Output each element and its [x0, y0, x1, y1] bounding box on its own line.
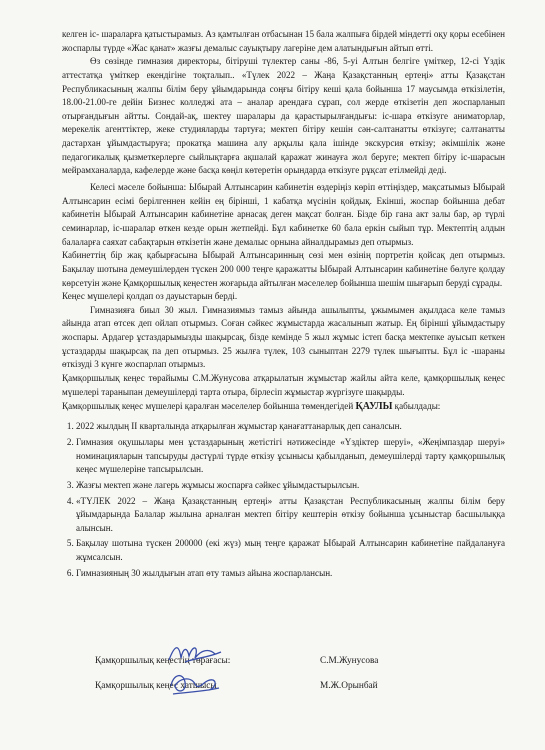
chair-role: Қамқоршылық кеңестің төрағасы:	[95, 656, 231, 666]
decision-item: 2. Гимназия оқушылары мен ұстаздарының жетістігі нәтижесінде «Үздіктер шеруі», «Жеңімпаздар шеруі» номинацияларын тапсыруды дәстүрлі түрде өткізу ұсынысы қабылданып, демеушілерді тарту қамқоршылық кеңес мүшелеріне тапсырылсын.	[76, 436, 505, 477]
paragraph-2: Өз сөзінде гимназия директоры, бітіруші түлектер саны -86, 5-уі Алтын белгіге үміткер, 12-сі Үздік аттестатқа үміткер екендігіне тоқталып.. «Түлек 2022 – Жаңа Қазақстанның ертеңі» атты Қазақстан Республикасының жалпы білім беру ұйымдарында соңғы бітіру кеші қала бойынша 17 маусымда өткізілетін, 18.00-21.00-ге дейін Бизнес колледжі ата – аналар арендаға сұрап, сол жерде өткізетін деп жоспарланып отырғандығын айтты. Сондай-ақ, шектеу шаралары да қарастырылғандығы: іс-шара өткізуге аниматорлар, мерекелік агенттіктер, жеке студияларды тартуға; мектеп бітіру кешін сән-салтанатты өткізуге; салтанатты дастархан ұйымдастыруға; прокатқа машина алу арқылы қала ішінде экскурсия өткізу; әкімшілік және педагогикалық қызметкерлерге сыйлықтарға ақшалай қаражат жинауға жол беруге; мектеп бітіру іс-шарасын мейрамханаларда, кафелерде және басқа көңіл көтеретін орындарда өткізуге рұқсат етілмейді деді.	[62, 56, 505, 176]
resolution-intro-tail: қабылдады:	[394, 401, 441, 412]
paragraph-1: келген іс- шараларға қатыстырамыз. Аз қамтылған отбасынан 15 бала жалпыға бірдей міндетті оқу қоры есебінен жоспарлы түрде «Жас қанат» жазғы демалыс сауықтыру лагеріне дем алатындығын айтып өтті.	[62, 29, 505, 53]
decision-item: 5. Бақылау шотына түскен 200000 (екі жүз) мың теңге қаражат Ыбырай Алтынсарин кабинетіне пайдалануға жұмсалсын.	[76, 537, 505, 564]
decisions-list	[62, 420, 505, 580]
chair-signature	[165, 640, 225, 668]
paragraph-6: Гимназияға биыл 30 жыл. Гимназиямыз тамыз айында ашылыпты, ұжымымен ақылдаса келе тамыз айында атап өтсек деп ойлап отырмыз. Соған сәйкес жұмыстарда жасалынып жатыр. Ең бірінші ұйымдастыру жоспары. Ардагер ұстаздарымызды шақырсақ, біздe кемінде 5 жыл жұмыс істеп басқа мектепке ауысып кеткен ұстаздарды шақырсақ па деп отырмыз. 25 жылға түлек, 103 сыныптан 2279 түлек шығыпты. Бұл іс -шараны өткізуді 3 күнге жоспарлап отырмыз.	[62, 304, 505, 370]
secretary-name: М.Ж.Орынбай	[320, 681, 378, 691]
decision-item: 3. Жазғы мектеп және лагерь жұмысы жоспарға сәйкес ұйымдастырылсын.	[76, 479, 505, 493]
decision-item: 1. 2022 жылдың ІІ кварталында атқарылған жұмыстар қанағаттанарлық деп саналсын.	[76, 420, 505, 434]
paragraph-4: Кабинеттің бір жақ қабырғасына Ыбырай Алтынсаринның сөзі мен өзінің портретін қойсақ деп отырмыз. Бақылау шотына демеушілерден түскен 200 000 теңге қаражатты Ыбырай Алтынсарин кабинетіне бөлуге қолдау көрсетуін және Қамқоршылық кеңестен жоғарыда айтылған мәселелер бойынша шешім шығарып беруді сұрады.	[62, 250, 505, 288]
paragraph-3: Келесі мәселе бойынша: Ыбырай Алтынсарин кабинетін өздеріңіз көріп өттіңіздер, мақсатымыз Ыбырай Алтынсарин есімі берілгеннен кейін ең біріншi, 1 кабатқа мүсінін қойдық. Екінші, жоспар бойынша дебат кабинетін Ыбырай Алтынсарин кабинетіне арнасақ деген мақсат болған. Біздe бір гана акт залы бар, әр түрлі семинарлар, іс-шаралар өткен кезде орын жетпейді. Бұл кабинетке 60 бала еркін сыйып тұр. Мектептің алдын балаларға саяхат сабақтарын өткізетін және демалыс орнына айналдырамыз деп отырмыз.	[62, 182, 505, 247]
paragraph-5: Кеңес мүшелері қолдап оз дауыстарын берді.	[62, 291, 238, 302]
decision-item: 4. «ТҮЛЕК 2022 – Жаңа Қазақстанның ертеңі» атты Қазақстан Республикасының жалпы білім беру ұйымдарында Балалар жылына арналған мектеп бітіру кештерін өткізу бойынша ұсыныстар басшылыққа алынсын.	[76, 495, 505, 536]
paragraph-8	[62, 399, 505, 414]
paragraph-7: Қамқоршылық кеңес төрайымы С.М.Жунусова атқарылатын жұмыстар жайлы айта келе, қамқоршылық кеңес мүшелері тараныпан демеушілерді тарта отыра, бірлесіп жұмыстар жүргізуге шақырды.	[62, 373, 505, 397]
secretary-role: Қамқоршылық кеңес хатшысы	[95, 681, 217, 691]
decision-item: 6. Гимназияның 30 жылдығын атап өту тамыз айына жоспарлансын.	[76, 567, 505, 581]
secretary-signature	[165, 668, 225, 698]
resolution-intro: Қамқоршылық кеңес мүшелері қаралған мәселелер бойынша төмендегідей	[62, 401, 354, 412]
resolution-heading: ҚАУЛЫ	[355, 401, 393, 413]
chair-name: С.М.Жунусова	[320, 656, 379, 666]
